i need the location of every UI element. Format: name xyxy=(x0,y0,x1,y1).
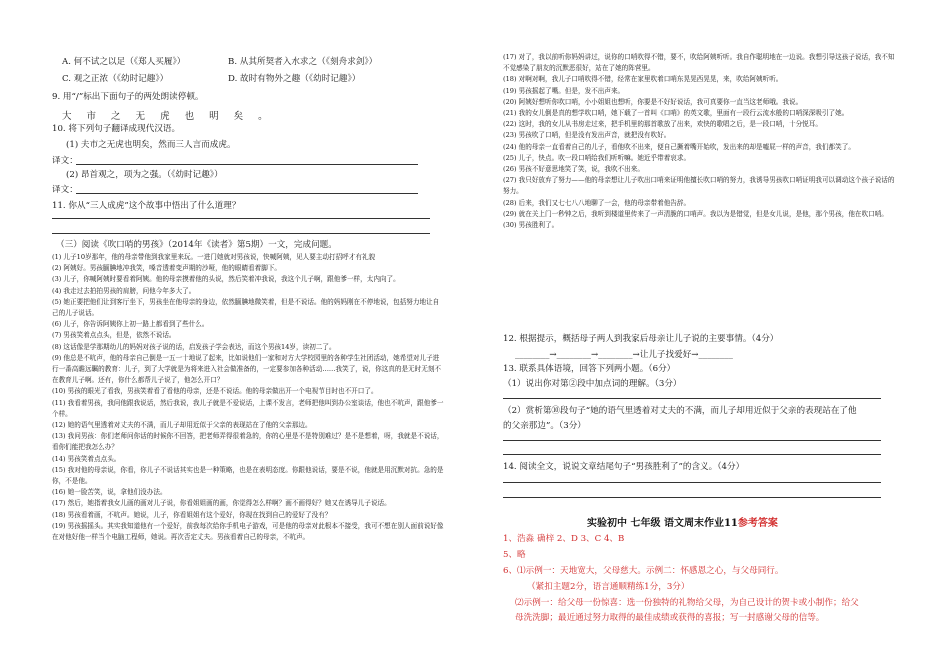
answer-1: 1、浩淼 确梓 2、D 3、C 4、B xyxy=(503,534,625,544)
passage-paragraph: (16) 她一脸苦笑，说，拿他们没办法。 xyxy=(52,488,167,497)
passage-right xyxy=(503,52,898,231)
passage-paragraph: (6) 儿子，你告诉阿姨你上初一路上都看到了些什么。 xyxy=(52,320,209,329)
passage-paragraph: (28) 后来，我们又七七八八地聊了一会，他的母亲带着他告辞。 xyxy=(503,198,691,207)
passage-paragraph: (2) 阿姨好。男孩腼腆地冲我笑，嗓音透着变声期的沙哑，他的眼睛看着脚下。 xyxy=(52,264,282,273)
passage-paragraph: (8) 这话像是学那期幼儿的妈妈对孩子说的话，启发孩子学会表达，而这个男孩14岁，读初二了。 xyxy=(52,342,336,351)
answer-6-part-2-cont: 母洗洗脚；最近通过努力取得的最佳成绩或获得的喜报；写一封感谢父母的信等。 xyxy=(515,613,825,623)
passage-left xyxy=(52,252,444,543)
passage-paragraph: (17) 对了，我以前听你妈妈讲过，说你的口哨吹得不错，要不，吹给阿姨听听。我自作聪明地在一边说。我想引导这孩子说话，我不知不觉感染了朋友的沉默恶很好，站在了她的阵营里。 xyxy=(503,53,895,73)
answer-line xyxy=(503,497,881,498)
passage-paragraph: (3) 儿子，你喊阿姨时要看着阿姨。他的母亲摸着他的头说，然后笑着冲我说，我这个儿子啊，跟他爹一样，太内向了。 xyxy=(52,275,400,284)
q12-flow: ________→________→________→让儿子找爱好→________ xyxy=(515,350,733,360)
passage-paragraph: (25) 儿子，快点。吹一段口哨给我们听听嘛。她近乎带着哀求。 xyxy=(503,153,691,162)
passage-paragraph: (14) 男孩笑着点点头。 xyxy=(52,454,121,463)
q8-option-b: B. 从其所契者入水求之（《刻舟求剑》） xyxy=(228,57,378,67)
question-10: 10. 将下列句子翻译成现代汉语。 xyxy=(52,124,181,134)
question-14: 14. 阅读全文，说说文章结尾句子“男孩胜利了”的含义。（4分） xyxy=(503,462,745,472)
question-13: 13. 联系具体语境，回答下列两小题。（6分） xyxy=(503,364,676,374)
passage-paragraph: (29) 就在关上门一秒钟之后，我听到楼道里传来了一声清脆的口哨声。我以为是错觉，但是女儿说，是他，那个男孩，他在吹口哨。 xyxy=(503,209,888,218)
passage-paragraph: (4) 我走过去拍拍男孩的肩膀，问他今年多大了。 xyxy=(52,286,196,295)
passage-paragraph: (15) 我对他的母亲说，你看，你儿子不说话其实也是一种策略，也是在表明态度。你跟他说话，要是不说，他就是用沉默对抗。急的是你，不是他。 xyxy=(52,465,444,486)
question-11: 11. 你从“三人成虎”这个故事中悟出了什么道理？ xyxy=(52,201,241,211)
question-9: 9. 用“/”标出下面句子的两处朗读停顿。 xyxy=(52,92,204,102)
answer-key-title-red: 参考答案 xyxy=(737,518,778,529)
answer-5: 5、略 xyxy=(503,550,526,560)
passage-paragraph: (13) 我问男孩：你们老师问你话的时候你不回答，把老师弄得很着急的，你的心里是不是特别难过？是不是想着，呀，我就是不说话，看你们能把我怎么办？ xyxy=(52,432,444,452)
passage-paragraph: (21) 我的女儿倒是真的想学吹口哨，她下载了一首叫《口哨》的英文歌，里面有一段行云流水般的口哨深深吸引了她。 xyxy=(503,109,849,118)
passage-paragraph: (9) 他总是不吭声，他的母亲自己倒是一五一十地说了起来，比如说他们一家和对方大学校园里的各种学生社团活动，她希望对儿子进行一番高瞻远瞩的教育：儿子，到了大学就是为将来进入社会做准备的，一定要参加各种活动……我笑了，说，你这真的是无时无刻不在教育儿子啊。还有，你什么都帮儿子说了，他怎么开口？ xyxy=(52,353,442,385)
passage-paragraph: (26) 男孩不好意思地笑了笑，说，我吹不出来。 xyxy=(503,165,644,174)
q13-part-2-a: （2）赏析第⑩段句子“她的语气里透着对丈夫的不满，而儿子却用近似于父亲的表现站在了他 xyxy=(503,406,857,416)
passage-paragraph: (27) 我只好放弃了努力——他的母亲想让儿子吹出口哨来证明他擅长吹口哨的努力，我诱导男孩吹口哨证明我可以调动这个孩子说话的努力。 xyxy=(503,176,895,196)
passage-paragraph: (24) 他的母亲一直看着自己的儿子，看他吹不出来，便自己撅着嘴开始吹，发出来的却是嘘屁一样的声音，我们都笑了。 xyxy=(503,142,855,151)
q13-part-1: （1）说出你对第②段中加点词的理解。（3分） xyxy=(503,379,682,389)
answer-6-part-2: ⑵示例一：给父母一份惊喜：选一份独特的礼物给父母，为自己设计的贺卡或小制作；给父 xyxy=(515,598,859,608)
question-12: 12. 根据提示，概括母子两人到我家后母亲让儿子说的主要事情。（4分） xyxy=(503,334,779,344)
q8-option-d: D. 故时有物外之趣（《幼时记趣》） xyxy=(228,74,361,84)
q10-answer-label-2: 译文： xyxy=(52,185,78,195)
passage-paragraph: (18) 男孩看着画，不吭声。她说，儿子，你看姐姐有这个爱好，你现在找到自己的爱好了没有？ xyxy=(52,510,332,519)
passage-paragraph: (11) 我看着男孩，我问他跟我说话，然后我说，我儿子就是不爱说话，上课不发言，老师把他叫到办公室谈话，他也不吭声，跟他爹一个样。 xyxy=(52,398,444,418)
passage-paragraph: (23) 男孩吹了口哨，但是没有发出声音，就把没有吹好。 xyxy=(503,131,671,140)
answer-key-title xyxy=(587,514,778,529)
q13-part-2-b: 的父亲那边”。（3分） xyxy=(503,421,586,431)
q10-answer-label-1: 译文： xyxy=(52,156,78,166)
passage-paragraph: (10) 男孩的眼光了看我，男孩笑着看了看他的母亲，还是不说话。他的母亲做出开一个电视节目时也不开口了。 xyxy=(52,387,378,396)
q10-item-2: (2) 昂首观之，项为之强。（《幼时记趣》） xyxy=(66,170,223,180)
answer-line xyxy=(503,482,881,483)
answer-6: 6、⑴示例一：天地宽大，父母慈大。示例二：怀感恩之心，与父母同行。 xyxy=(503,566,784,576)
answer-line xyxy=(503,398,881,399)
passage-paragraph: (12) 她的语气里透着对丈夫的不满，而儿子却用近似于父亲的表现站在了他的父亲那边。 xyxy=(52,421,312,430)
q10-item-1: (1) 夫市之无虎也明矣，然而三人言而成虎。 xyxy=(66,140,236,150)
passage-paragraph: (17) 然后，她指着我女儿画的画对儿子说，你看姐姐画的画，你觉得怎么样啊？画不画得好？她又在诱导儿子说话。 xyxy=(52,499,391,508)
answer-line xyxy=(52,218,430,219)
q8-option-a: A. 何不试之以足（《郑人买履》） xyxy=(62,57,186,67)
passage-paragraph: (30) 男孩胜利了。 xyxy=(503,221,559,230)
passage-paragraph: (19) 男孩摇摇头。其实我知道他有一个爱好，前我每次给你手机电子游戏，可是他的母亲对此根本不接受，我可不想在别人面前说好像在对他好他一样当个电脑工程师，她说。再次否定丈夫。男孩看着自己的母亲，不吭声。 xyxy=(52,521,444,542)
q9-sentence: 大 市 之 无 虎 也 明 矣 。 xyxy=(62,111,274,122)
answer-line xyxy=(76,193,418,194)
answer-6-scoring: （紧扣主题2分，语言通顺精练1分，3分） xyxy=(527,582,690,592)
passage-paragraph: (18) 对啊对啊，我儿子口哨吹得不错，经常在家里吹着口哨东晃晃西晃晃，来，吹给阿姨听听。 xyxy=(503,75,783,84)
answer-key-title-main: 实验初中 七年级 语文周末作业11 xyxy=(587,518,738,529)
passage-paragraph: (19) 男孩摇起了嘴。但是，发不出声来。 xyxy=(503,86,625,95)
answer-line xyxy=(76,164,418,165)
passage-paragraph: (1) 儿子10岁那年，他的母亲带他到我家里来玩。一进门她就对男孩说，快喊阿姨，见人要主动打招呼才有礼貌 xyxy=(52,253,376,261)
passage-paragraph: (22) 这时，我的女儿从书房走过来，把手机里的那首歌放了出来，欢快的歌唱之后，是一段口哨，十分悦耳。 xyxy=(503,120,822,129)
section-3-heading: （三）阅读《吹口哨的男孩》（2014年《读者》第5期）一文，完成问题。 xyxy=(56,240,337,250)
passage-paragraph: (20) 阿姨好想听你吹口哨，小小姐姐也想听，你要是不好好说话，我可真要你一直当这老师哦。我说。 xyxy=(503,97,803,106)
passage-paragraph: (7) 男孩笑着点点头，但是，依然不说话。 xyxy=(52,331,176,340)
answer-line xyxy=(503,440,881,441)
answer-line xyxy=(503,454,881,455)
passage-paragraph: (5) 她正要把他们让到客厅坐下，男孩坐在他母亲的身边，依然腼腆地微笑着，但是不说话。他的妈妈刚在不停地说，包括努力地让自己的儿子说话。 xyxy=(52,297,440,318)
answer-line xyxy=(52,233,430,234)
q8-option-c: C. 观之正浓（《幼时记趣》） xyxy=(62,74,169,84)
